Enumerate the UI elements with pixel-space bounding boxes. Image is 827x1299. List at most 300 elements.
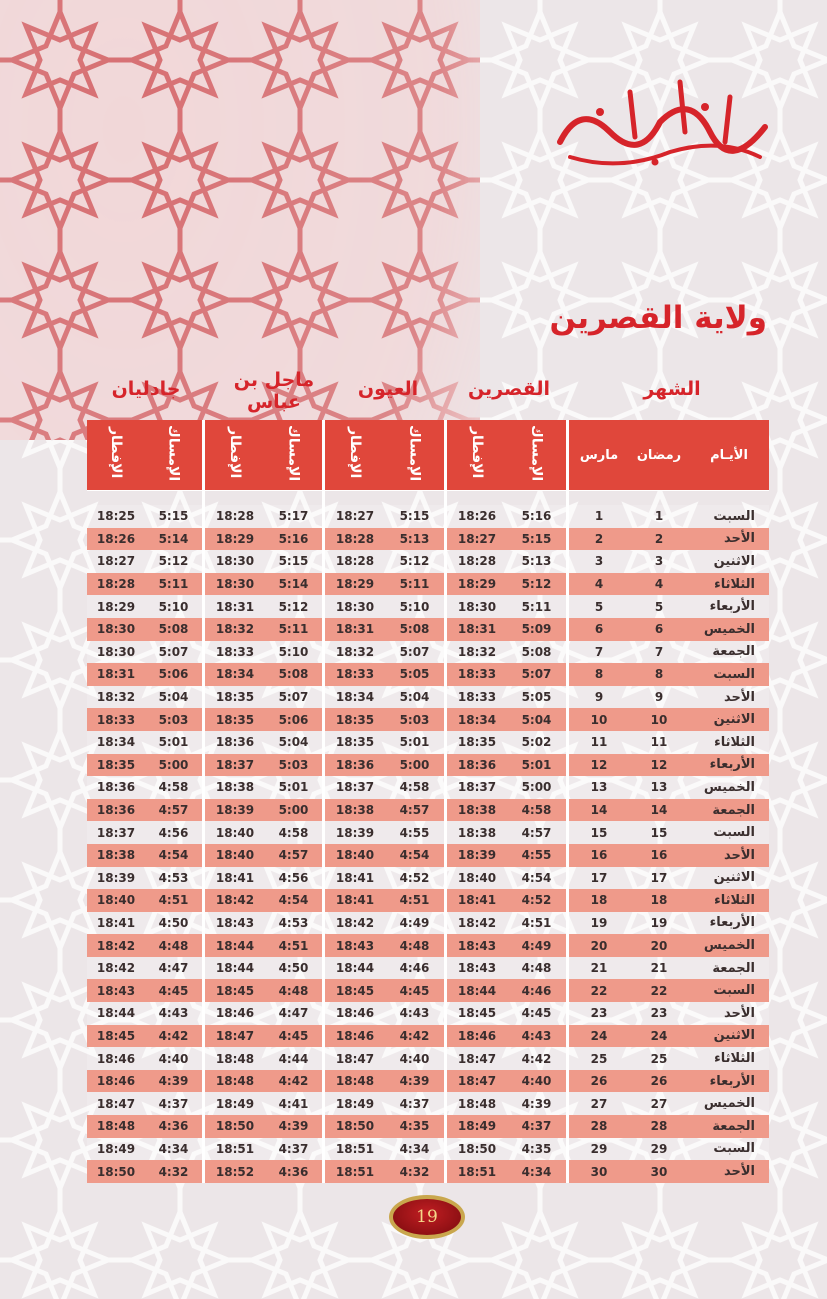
weekday: السبت (689, 821, 769, 844)
iftar-time: 18:25 (87, 505, 145, 528)
imsak-time: 4:51 (507, 912, 569, 935)
imsak-time: 4:39 (507, 1092, 569, 1115)
imsak-time: 4:57 (385, 799, 447, 822)
imsak-time: 4:48 (265, 979, 325, 1002)
march-date: 7 (569, 641, 629, 664)
table-row (87, 618, 769, 641)
imsak-time: 4:44 (265, 1047, 325, 1070)
imsak-time: 4:39 (145, 1070, 205, 1093)
table-spacer (87, 491, 769, 505)
imsak-time: 4:35 (507, 1138, 569, 1161)
march-date: 30 (569, 1160, 629, 1183)
table-row (87, 1002, 769, 1025)
iftar-time: 18:27 (87, 550, 145, 573)
table-row (87, 889, 769, 912)
iftar-time: 18:44 (205, 957, 265, 980)
imsak-time: 4:39 (385, 1070, 447, 1093)
imsak-time: 5:15 (507, 528, 569, 551)
imsak-time: 4:48 (385, 934, 447, 957)
col-header-iftar: الإفطار (447, 420, 507, 491)
iftar-time: 18:28 (447, 550, 507, 573)
imsak-time: 5:03 (145, 708, 205, 731)
march-date: 11 (569, 731, 629, 754)
weekday: الخميس (689, 1092, 769, 1115)
ramadan-day: 9 (629, 686, 689, 709)
weekday: الثلاثاء (689, 731, 769, 754)
iftar-time: 18:35 (325, 708, 385, 731)
group-header-jedeliane: جادليان (111, 378, 181, 400)
imsak-time: 5:08 (385, 618, 447, 641)
imsak-time: 4:40 (145, 1047, 205, 1070)
table-row (87, 1160, 769, 1183)
imsak-time: 5:12 (507, 573, 569, 596)
iftar-time: 18:51 (325, 1160, 385, 1183)
imsak-time: 5:07 (385, 641, 447, 664)
imsak-time: 5:11 (145, 573, 205, 596)
iftar-time: 18:39 (447, 844, 507, 867)
iftar-time: 18:38 (87, 844, 145, 867)
march-date: 17 (569, 867, 629, 890)
iftar-time: 18:46 (87, 1070, 145, 1093)
march-date: 25 (569, 1047, 629, 1070)
iftar-time: 18:34 (325, 686, 385, 709)
ramadan-day: 4 (629, 573, 689, 596)
table-row (87, 528, 769, 551)
ramadan-day: 16 (629, 844, 689, 867)
iftar-time: 18:28 (325, 528, 385, 551)
iftar-time: 18:41 (87, 912, 145, 935)
weekday: الثلاثاء (689, 573, 769, 596)
iftar-time: 18:36 (87, 776, 145, 799)
march-date: 29 (569, 1138, 629, 1161)
ramadan-day: 18 (629, 889, 689, 912)
iftar-time: 18:47 (87, 1092, 145, 1115)
ramadan-day: 19 (629, 912, 689, 935)
imsak-time: 5:11 (507, 595, 569, 618)
iftar-time: 18:50 (87, 1160, 145, 1183)
iftar-time: 18:29 (205, 528, 265, 551)
march-date: 26 (569, 1070, 629, 1093)
weekday: الأربعاء (689, 912, 769, 935)
wilaya-title: ولاية القصرين (549, 300, 767, 336)
ramadan-day: 13 (629, 776, 689, 799)
march-date: 2 (569, 528, 629, 551)
weekday: الأحد (689, 686, 769, 709)
weekday: الخميس (689, 618, 769, 641)
ramadan-day: 3 (629, 550, 689, 573)
iftar-time: 18:33 (205, 641, 265, 664)
ramadan-day: 25 (629, 1047, 689, 1070)
march-date: 5 (569, 595, 629, 618)
imsak-time: 4:42 (507, 1047, 569, 1070)
iftar-time: 18:38 (447, 799, 507, 822)
ramadan-day: 12 (629, 754, 689, 777)
ramadan-day: 22 (629, 979, 689, 1002)
march-date: 21 (569, 957, 629, 980)
iftar-time: 18:32 (325, 641, 385, 664)
iftar-time: 18:30 (205, 573, 265, 596)
ramadan-day: 15 (629, 821, 689, 844)
iftar-time: 18:48 (87, 1115, 145, 1138)
iftar-time: 18:26 (87, 528, 145, 551)
iftar-time: 18:47 (447, 1047, 507, 1070)
table-row (87, 867, 769, 890)
iftar-time: 18:31 (205, 595, 265, 618)
iftar-time: 18:42 (205, 889, 265, 912)
imsak-time: 5:07 (265, 686, 325, 709)
weekday: الاثنين (689, 550, 769, 573)
table-row (87, 641, 769, 664)
imsak-time: 5:12 (265, 595, 325, 618)
iftar-time: 18:44 (447, 979, 507, 1002)
march-date: 16 (569, 844, 629, 867)
iftar-time: 18:31 (447, 618, 507, 641)
imsak-time: 4:58 (265, 821, 325, 844)
iftar-time: 18:39 (87, 867, 145, 890)
table-row (87, 799, 769, 822)
iftar-time: 18:42 (87, 934, 145, 957)
iftar-time: 18:44 (325, 957, 385, 980)
imsak-time: 5:01 (145, 731, 205, 754)
imsak-time: 4:57 (265, 844, 325, 867)
weekday: الاثنين (689, 708, 769, 731)
imsak-time: 4:49 (507, 934, 569, 957)
march-date: 22 (569, 979, 629, 1002)
iftar-time: 18:46 (447, 1025, 507, 1048)
iftar-time: 18:49 (447, 1115, 507, 1138)
iftar-time: 18:49 (325, 1092, 385, 1115)
iftar-time: 18:37 (87, 821, 145, 844)
imsak-time: 4:57 (145, 799, 205, 822)
imsak-time: 4:40 (385, 1047, 447, 1070)
imsak-time: 5:13 (507, 550, 569, 573)
iftar-time: 18:34 (447, 708, 507, 731)
imsak-time: 5:14 (145, 528, 205, 551)
page-number-badge: 19 (389, 1195, 465, 1239)
table-row (87, 686, 769, 709)
imsak-time: 4:47 (145, 957, 205, 980)
imsak-time: 4:54 (145, 844, 205, 867)
iftar-time: 18:39 (325, 821, 385, 844)
imsak-time: 4:58 (385, 776, 447, 799)
imsak-time: 4:36 (265, 1160, 325, 1183)
iftar-time: 18:29 (325, 573, 385, 596)
iftar-time: 18:43 (447, 934, 507, 957)
iftar-time: 18:38 (325, 799, 385, 822)
ramadan-day: 6 (629, 618, 689, 641)
imsak-time: 4:57 (507, 821, 569, 844)
imsak-time: 4:34 (385, 1138, 447, 1161)
iftar-time: 18:31 (87, 663, 145, 686)
imsak-time: 5:16 (507, 505, 569, 528)
table-row (87, 1047, 769, 1070)
imsak-time: 5:10 (145, 595, 205, 618)
col-header-imsak: الإمساك (265, 420, 325, 491)
imsak-time: 4:48 (145, 934, 205, 957)
march-date: 3 (569, 550, 629, 573)
imsak-time: 5:15 (145, 505, 205, 528)
imsak-time: 5:06 (145, 663, 205, 686)
month-header: الشهر (643, 378, 701, 400)
imsak-time: 4:34 (145, 1138, 205, 1161)
imsak-time: 4:45 (507, 1002, 569, 1025)
iftar-time: 18:32 (447, 641, 507, 664)
imsak-time: 5:00 (507, 776, 569, 799)
weekday: الخميس (689, 776, 769, 799)
ramadan-day: 8 (629, 663, 689, 686)
imsak-time: 4:53 (265, 912, 325, 935)
imsak-time: 4:32 (385, 1160, 447, 1183)
iftar-time: 18:45 (447, 1002, 507, 1025)
iftar-time: 18:33 (87, 708, 145, 731)
table-body (87, 491, 769, 1183)
imsak-time: 4:55 (507, 844, 569, 867)
march-date: 4 (569, 573, 629, 596)
imsak-time: 4:39 (265, 1115, 325, 1138)
ramadan-day: 1 (629, 505, 689, 528)
imsak-time: 4:55 (385, 821, 447, 844)
iftar-time: 18:33 (325, 663, 385, 686)
weekday: الجمعة (689, 641, 769, 664)
iftar-time: 18:41 (325, 889, 385, 912)
weekday: الخميس (689, 934, 769, 957)
imsak-time: 5:13 (385, 528, 447, 551)
ramadan-day: 29 (629, 1138, 689, 1161)
imsak-time: 4:45 (265, 1025, 325, 1048)
group-header-kasserine: القصرين (467, 378, 551, 400)
table-row (87, 1092, 769, 1115)
ramadan-day: 24 (629, 1025, 689, 1048)
iftar-time: 18:49 (87, 1138, 145, 1161)
imsak-time: 5:03 (265, 754, 325, 777)
imsak-time: 4:50 (145, 912, 205, 935)
iftar-time: 18:43 (325, 934, 385, 957)
ramadan-day: 26 (629, 1070, 689, 1093)
iftar-time: 18:38 (205, 776, 265, 799)
weekday: السبت (689, 1138, 769, 1161)
imsak-time: 5:04 (265, 731, 325, 754)
table-row (87, 754, 769, 777)
iftar-time: 18:39 (205, 799, 265, 822)
col-header-imsak: الإمساك (385, 420, 447, 491)
table-row (87, 776, 769, 799)
march-date: 24 (569, 1025, 629, 1048)
weekday: الاثنين (689, 867, 769, 890)
weekday: الأحد (689, 1002, 769, 1025)
imsak-time: 4:43 (385, 1002, 447, 1025)
imsak-time: 4:51 (145, 889, 205, 912)
march-date: 27 (569, 1092, 629, 1115)
ramadan-day: 14 (629, 799, 689, 822)
iftar-time: 18:30 (87, 618, 145, 641)
imsak-time: 4:36 (145, 1115, 205, 1138)
table-row (87, 731, 769, 754)
imsak-time: 4:35 (385, 1115, 447, 1138)
imsak-time: 5:09 (507, 618, 569, 641)
col-header-days: الأيـام (689, 420, 769, 491)
table-row (87, 1138, 769, 1161)
col-header-ramadan: رمضان (629, 420, 689, 491)
imsak-time: 5:01 (265, 776, 325, 799)
imsak-time: 4:37 (507, 1115, 569, 1138)
imsak-time: 5:11 (265, 618, 325, 641)
imsak-time: 5:14 (265, 573, 325, 596)
iftar-time: 18:50 (325, 1115, 385, 1138)
imsak-time: 4:49 (385, 912, 447, 935)
imsak-time: 5:16 (265, 528, 325, 551)
imsak-time: 4:52 (385, 867, 447, 890)
table-row (87, 979, 769, 1002)
iftar-time: 18:41 (447, 889, 507, 912)
weekday: الأربعاء (689, 754, 769, 777)
march-date: 6 (569, 618, 629, 641)
iftar-time: 18:35 (205, 686, 265, 709)
imsak-time: 4:58 (145, 776, 205, 799)
col-header-iftar: الإفطار (87, 420, 145, 491)
iftar-time: 18:27 (325, 505, 385, 528)
march-date: 12 (569, 754, 629, 777)
iftar-time: 18:26 (447, 505, 507, 528)
weekday: الجمعة (689, 957, 769, 980)
table-row (87, 957, 769, 980)
iftar-time: 18:28 (205, 505, 265, 528)
iftar-time: 18:30 (325, 595, 385, 618)
table-row (87, 595, 769, 618)
iftar-time: 18:30 (205, 550, 265, 573)
march-date: 8 (569, 663, 629, 686)
march-date: 13 (569, 776, 629, 799)
table-row (87, 708, 769, 731)
imsak-time: 4:48 (507, 957, 569, 980)
iftar-time: 18:48 (205, 1047, 265, 1070)
march-date: 1 (569, 505, 629, 528)
ramadan-day: 7 (629, 641, 689, 664)
iftar-time: 18:34 (205, 663, 265, 686)
imsak-time: 4:56 (265, 867, 325, 890)
col-header-imsak: الإمساك (145, 420, 205, 491)
iftar-time: 18:42 (325, 912, 385, 935)
march-date: 19 (569, 912, 629, 935)
ramadan-day: 11 (629, 731, 689, 754)
imsak-time: 4:47 (265, 1002, 325, 1025)
imsak-time: 4:40 (507, 1070, 569, 1093)
iftar-time: 18:47 (325, 1047, 385, 1070)
iftar-time: 18:33 (447, 663, 507, 686)
iftar-time: 18:36 (205, 731, 265, 754)
imsak-iftar-table (87, 420, 769, 1183)
weekday: السبت (689, 979, 769, 1002)
iftar-time: 18:34 (87, 731, 145, 754)
col-header-imsak: الإمساك (507, 420, 569, 491)
table-row (87, 821, 769, 844)
imsak-time: 4:34 (507, 1160, 569, 1183)
imsak-time: 5:05 (507, 686, 569, 709)
iftar-time: 18:37 (325, 776, 385, 799)
iftar-time: 18:46 (325, 1025, 385, 1048)
imsak-time: 5:00 (145, 754, 205, 777)
iftar-time: 18:35 (325, 731, 385, 754)
imsak-time: 4:45 (145, 979, 205, 1002)
iftar-time: 18:29 (447, 573, 507, 596)
iftar-time: 18:35 (447, 731, 507, 754)
iftar-time: 18:41 (325, 867, 385, 890)
iftar-time: 18:46 (87, 1047, 145, 1070)
iftar-time: 18:37 (205, 754, 265, 777)
imsak-time: 4:58 (507, 799, 569, 822)
iftar-time: 18:48 (205, 1070, 265, 1093)
table-row (87, 934, 769, 957)
iftar-time: 18:46 (325, 1002, 385, 1025)
march-date: 9 (569, 686, 629, 709)
iftar-time: 18:40 (205, 844, 265, 867)
iftar-time: 18:27 (447, 528, 507, 551)
imsak-time: 5:15 (265, 550, 325, 573)
iftar-time: 18:42 (87, 957, 145, 980)
iftar-time: 18:51 (205, 1138, 265, 1161)
march-date: 18 (569, 889, 629, 912)
table-row (87, 912, 769, 935)
weekday: الأربعاء (689, 1070, 769, 1093)
group-header-majel-bel-abbes: ماجل بن عباس (233, 369, 315, 413)
imsak-time: 5:12 (145, 550, 205, 573)
iftar-time: 18:36 (325, 754, 385, 777)
weekday: السبت (689, 663, 769, 686)
imsak-time: 5:01 (385, 731, 447, 754)
iftar-time: 18:51 (325, 1138, 385, 1161)
imsak-time: 4:54 (385, 844, 447, 867)
imsak-time: 4:37 (265, 1138, 325, 1161)
imsak-time: 4:43 (507, 1025, 569, 1048)
imsak-time: 5:08 (145, 618, 205, 641)
march-date: 20 (569, 934, 629, 957)
imsak-time: 5:04 (385, 686, 447, 709)
ramadan-day: 27 (629, 1092, 689, 1115)
iftar-time: 18:31 (325, 618, 385, 641)
weekday: الأربعاء (689, 595, 769, 618)
group-header-el-ayoun: العيون (357, 378, 419, 400)
imsak-time: 4:42 (265, 1070, 325, 1093)
col-header-march: مارس (569, 420, 629, 491)
weekday: الأحد (689, 1160, 769, 1183)
weekday: الجمعة (689, 799, 769, 822)
ramadan-day: 5 (629, 595, 689, 618)
imsak-time: 5:04 (145, 686, 205, 709)
imsak-time: 5:15 (385, 505, 447, 528)
weekday: الجمعة (689, 1115, 769, 1138)
imsak-time: 5:11 (385, 573, 447, 596)
iftar-time: 18:44 (87, 1002, 145, 1025)
col-header-iftar: الإفطار (325, 420, 385, 491)
imsak-time: 5:00 (385, 754, 447, 777)
table-row (87, 573, 769, 596)
imsak-time: 4:37 (385, 1092, 447, 1115)
imsak-time: 5:10 (265, 641, 325, 664)
iftar-time: 18:33 (447, 686, 507, 709)
weekday: الأحد (689, 528, 769, 551)
imsak-time: 5:17 (265, 505, 325, 528)
imsak-time: 4:37 (145, 1092, 205, 1115)
imsak-time: 4:46 (385, 957, 447, 980)
iftar-time: 18:28 (325, 550, 385, 573)
weekday: السبت (689, 505, 769, 528)
imsak-time: 4:42 (145, 1025, 205, 1048)
table-row (87, 1070, 769, 1093)
iftar-time: 18:44 (205, 934, 265, 957)
iftar-time: 18:42 (447, 912, 507, 935)
ramadan-day: 20 (629, 934, 689, 957)
iftar-time: 18:40 (325, 844, 385, 867)
table-row (87, 844, 769, 867)
